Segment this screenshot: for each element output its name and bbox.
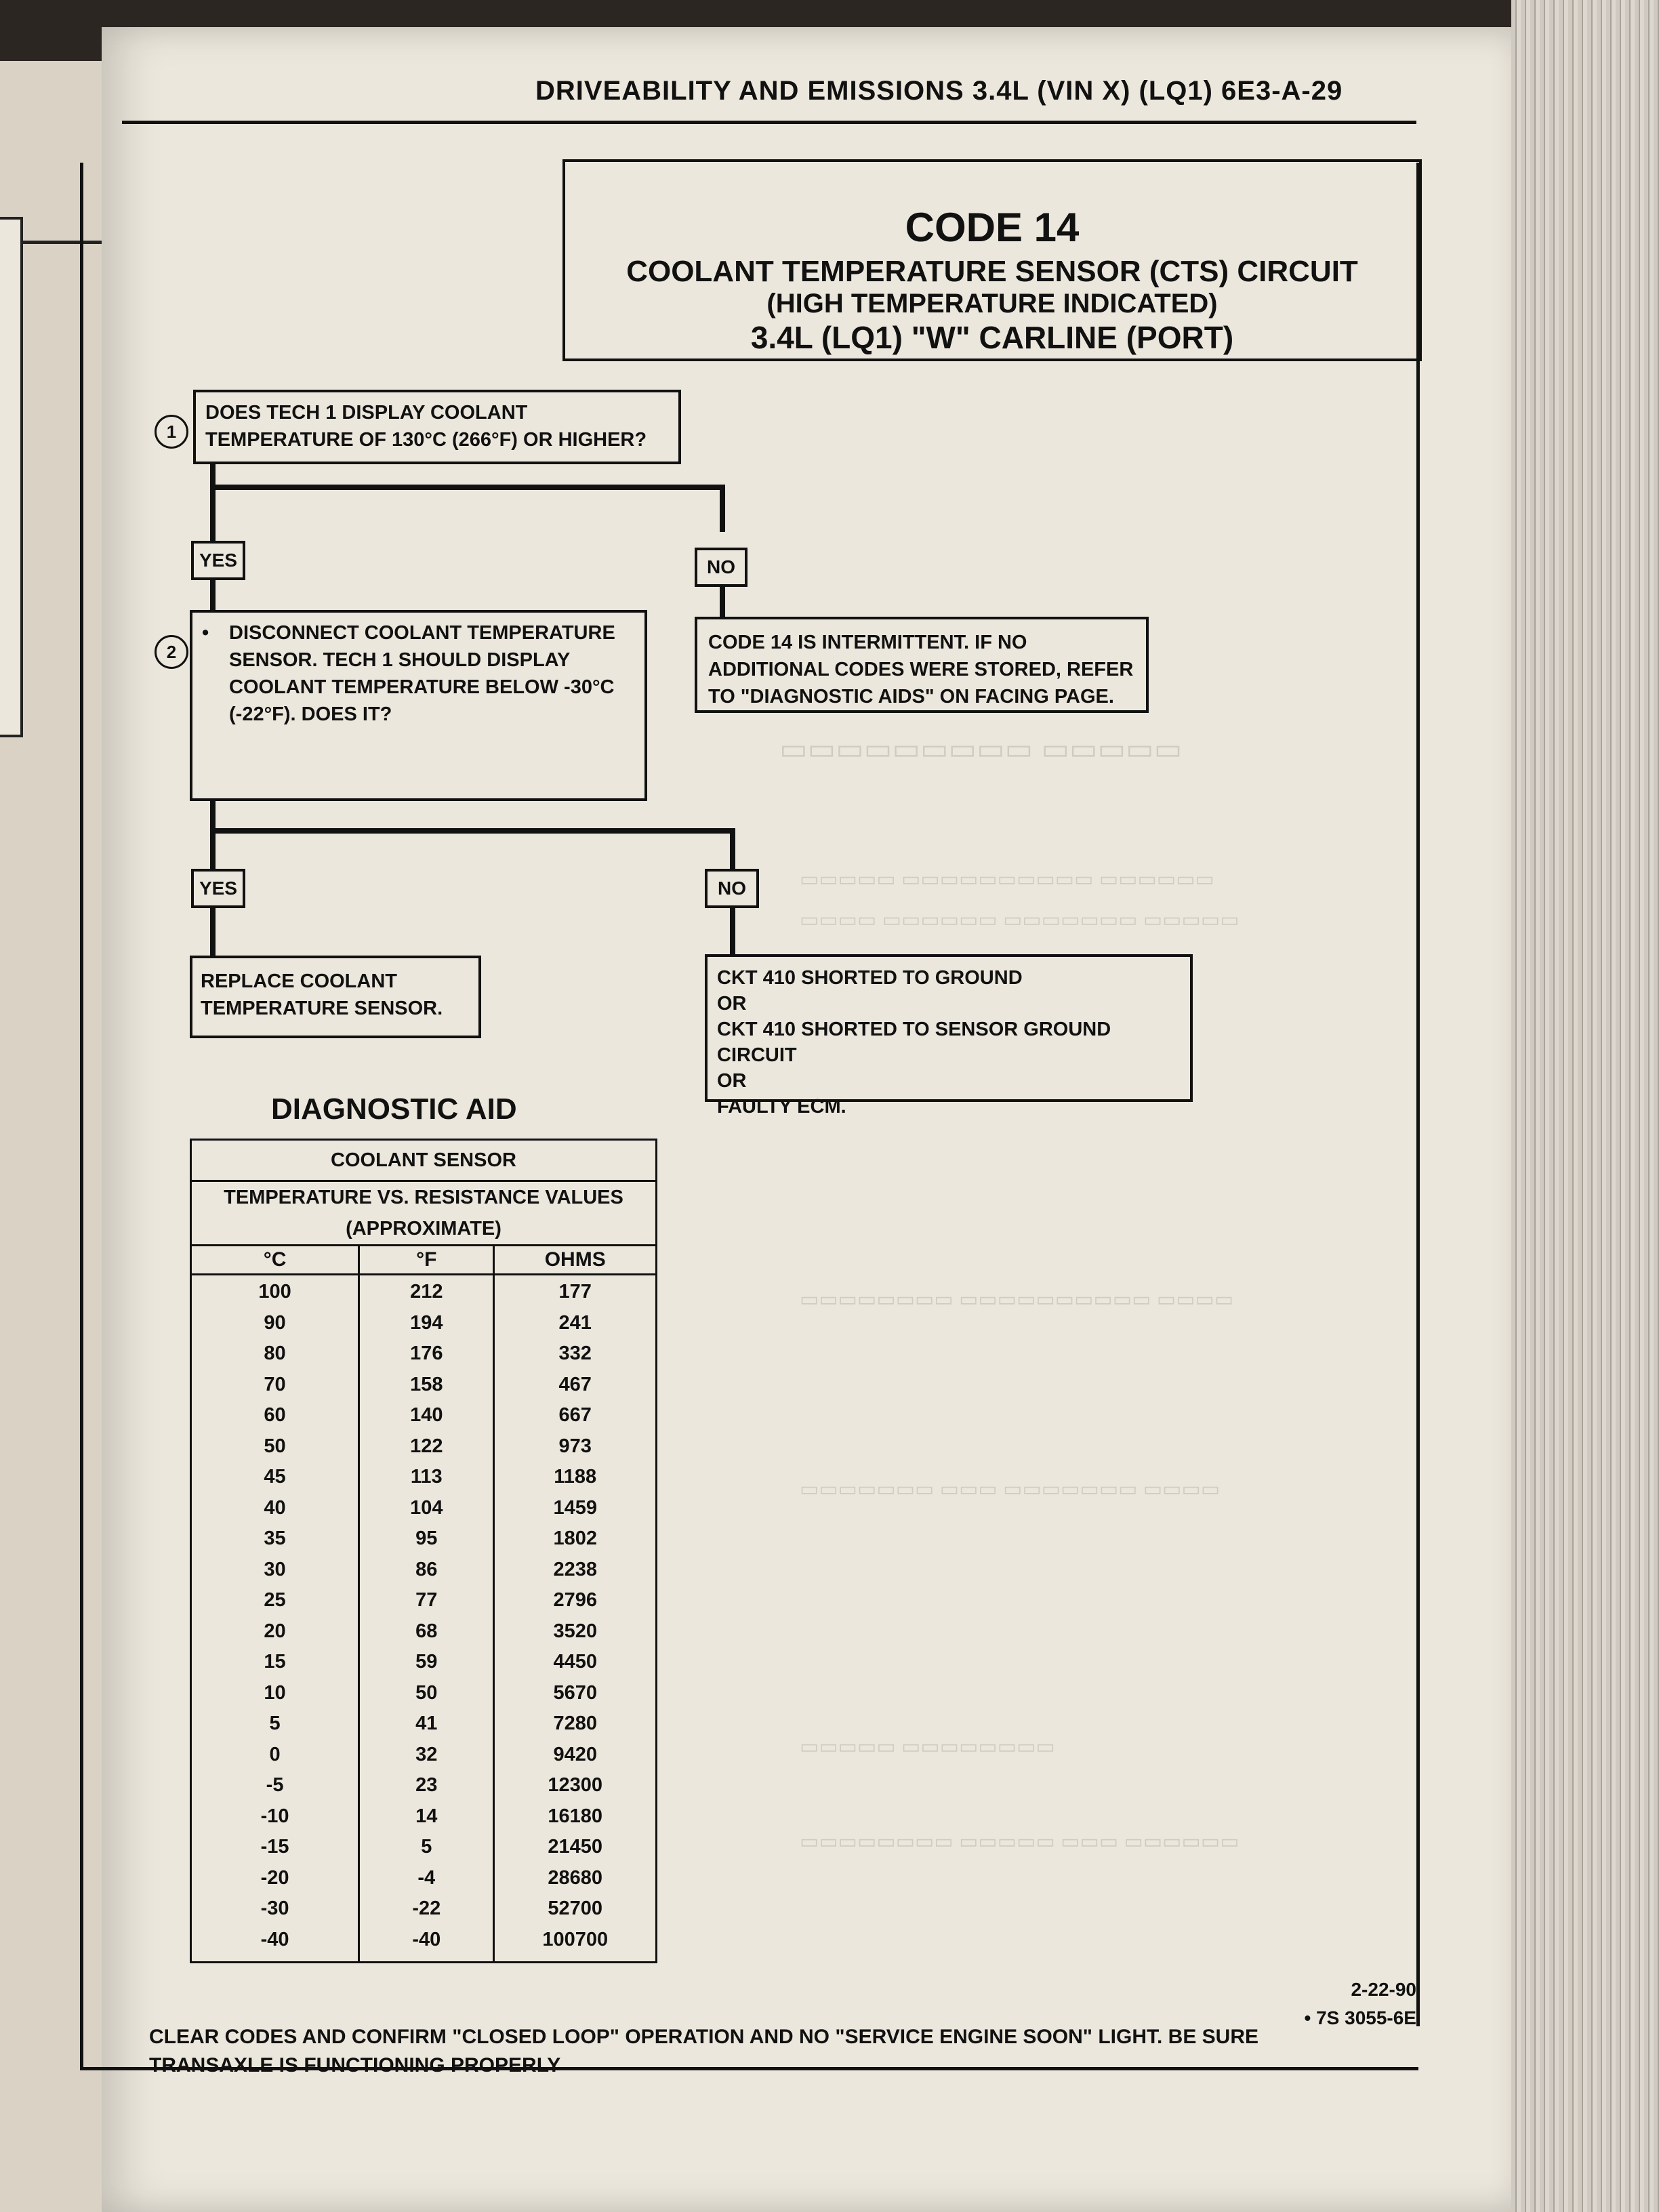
code-title-box: [562, 159, 1422, 361]
fahrenheit-value: 14: [415, 1805, 438, 1827]
step-2-bullet: •: [202, 622, 209, 644]
footer-instruction: [149, 2023, 1258, 2080]
book-page-edges: [1511, 0, 1659, 2212]
fahrenheit-value: 59: [415, 1651, 438, 1673]
celsius-value: -5: [266, 1774, 284, 1796]
connector: [210, 485, 725, 490]
fahrenheit-value: -22: [412, 1898, 441, 1919]
celsius-value: 15: [264, 1651, 286, 1673]
connector: [210, 577, 216, 611]
show-through-text: ▭▭▭▭ ▭▭▭▭▭▭▭ ▭▭▭ ▭▭▭▭▭▭▭: [800, 1478, 1221, 1500]
celsius-column: [191, 1275, 359, 1963]
ohms-value: 1802: [553, 1528, 597, 1549]
fahrenheit-value: 176: [410, 1343, 443, 1364]
replace-sensor-text: REPLACE COOLANT TEMPERATURE SENSOR.: [201, 970, 443, 1019]
celsius-value: 45: [264, 1466, 286, 1488]
celsius-value: 10: [264, 1681, 286, 1704]
show-through-text: ▭▭▭▭ ▭▭▭▭▭▭▭▭▭▭ ▭▭▭▭▭▭▭▭: [800, 1288, 1234, 1311]
no-label-2: NO: [705, 869, 759, 908]
connector: [730, 828, 735, 869]
show-through-text: ▭▭▭▭▭▭ ▭▭▭▭▭▭▭▭▭▭ ▭▭▭▭▭: [800, 868, 1214, 890]
celsius-value: -15: [260, 1836, 289, 1858]
celsius-value: 100: [258, 1281, 291, 1303]
ohms-value: 667: [558, 1404, 592, 1426]
fahrenheit-value: 32: [415, 1743, 438, 1765]
show-through-text: ▭▭▭▭▭ ▭▭▭▭▭▭▭▭▭: [779, 733, 1183, 766]
celsius-value: 40: [264, 1496, 286, 1519]
show-through-text: ▭▭▭▭▭▭ ▭▭▭ ▭▭▭▭▭ ▭▭▭▭▭▭▭▭: [800, 1830, 1240, 1853]
celsius-value: -10: [260, 1805, 289, 1827]
ohms-value: 21450: [548, 1836, 603, 1858]
fahrenheit-value: 95: [415, 1528, 438, 1549]
ohms-value: 1188: [554, 1466, 597, 1488]
ohms-value: 3520: [553, 1620, 597, 1642]
page-header: DRIVEABILITY AND EMISSIONS 3.4L (VIN X) (LQ1) 6E3-A-29: [535, 76, 1343, 106]
fahrenheit-value: 122: [410, 1435, 443, 1457]
connector: [720, 485, 725, 532]
connector: [720, 584, 725, 617]
connector: [210, 828, 735, 834]
diagnostic-aid-title: DIAGNOSTIC AID: [271, 1092, 517, 1126]
ohms-value: 52700: [548, 1898, 603, 1919]
celsius-value: -20: [260, 1866, 289, 1889]
ohms-value: 177: [558, 1281, 592, 1303]
celsius-value: -30: [260, 1898, 289, 1919]
header-rule: [122, 121, 1416, 124]
code-subtitle: (HIGH TEMPERATURE INDICATED): [766, 289, 1218, 319]
step-1-question: DOES TECH 1 DISPLAY COOLANT TEMPERATURE OF 130°C (266°F) OR HIGHER?: [205, 402, 647, 451]
show-through-text: ▭▭▭▭▭ ▭▭▭▭▭▭▭ ▭▭▭▭▭▭ ▭▭▭▭: [800, 909, 1240, 931]
celsius-value: 35: [264, 1528, 286, 1549]
code-number: CODE 14: [905, 205, 1080, 250]
ohms-value: 7280: [553, 1713, 597, 1734]
fahrenheit-value: 104: [410, 1496, 443, 1519]
fault-cause-line: CKT 410 SHORTED TO GROUND: [717, 967, 1023, 989]
celsius-value: 70: [264, 1373, 286, 1395]
fahrenheit-value: 140: [410, 1404, 443, 1426]
ohms-value: 2796: [553, 1589, 597, 1611]
ohms-value: 1459: [553, 1496, 597, 1519]
step-2-number: 2: [155, 635, 188, 669]
celsius-value: 80: [264, 1343, 286, 1364]
fahrenheit-value: 50: [415, 1681, 438, 1704]
ohms-column: [494, 1275, 657, 1963]
ohms-value: 973: [558, 1435, 592, 1457]
yes-label-2: YES: [191, 869, 245, 908]
table-title: COOLANT SENSOR: [191, 1140, 657, 1181]
column-header-celsius: °C: [191, 1246, 359, 1275]
facing-page-box: [0, 217, 23, 737]
facing-page-edge: [0, 61, 108, 2212]
connector: [210, 464, 216, 542]
footer-doc-id: • 7S 3055-6E: [1304, 2007, 1416, 2028]
show-through-text: ▭▭▭▭▭▭▭▭ ▭▭▭▭▭: [800, 1736, 1055, 1758]
step-2-question: DISCONNECT COOLANT TEMPERATURE SENSOR. TECH 1 SHOULD DISPLAY COOLANT TEMPERATURE BELOW -30°C (-22°F). DOES IT?: [229, 622, 615, 725]
ohms-value: 332: [558, 1343, 592, 1364]
frame-right-border: [1416, 163, 1420, 2026]
ohms-value: 241: [558, 1311, 592, 1334]
step-1-question-box: [193, 390, 681, 464]
intermittent-result-box: [695, 617, 1149, 713]
intermittent-result-text: CODE 14 IS INTERMITTENT. IF NO ADDITIONAL CODES WERE STORED, REFER TO "DIAGNOSTIC AIDS" ON FACING PAGE.: [708, 632, 1134, 708]
celsius-value: -40: [260, 1928, 289, 1950]
celsius-value: 20: [264, 1620, 286, 1642]
celsius-value: 25: [264, 1589, 286, 1611]
fahrenheit-value: 113: [410, 1466, 443, 1488]
fahrenheit-column: [359, 1275, 494, 1963]
celsius-value: 30: [264, 1558, 286, 1580]
ohms-value: 16180: [548, 1805, 603, 1827]
replace-sensor-box: [190, 956, 481, 1038]
fahrenheit-value: -40: [412, 1928, 441, 1950]
ohms-value: 28680: [548, 1866, 603, 1889]
column-header-ohms: OHMS: [494, 1246, 657, 1275]
footer-reference: [1305, 1975, 1416, 2032]
connector: [210, 801, 216, 869]
ohms-value: 9420: [553, 1743, 597, 1765]
fahrenheit-value: 212: [410, 1281, 443, 1303]
step-2-question-box: [190, 610, 647, 801]
fahrenheit-value: 86: [415, 1558, 438, 1580]
code-title: COOLANT TEMPERATURE SENSOR (CTS) CIRCUIT: [626, 255, 1358, 288]
no-label-1: NO: [695, 548, 747, 587]
ohms-value: 2238: [553, 1558, 597, 1580]
celsius-value: 90: [264, 1311, 286, 1334]
code-carline: 3.4L (LQ1) "W" CARLINE (PORT): [750, 320, 1234, 355]
celsius-value: 50: [264, 1435, 286, 1457]
footer-date: 2-22-90: [1351, 1979, 1416, 2000]
fahrenheit-value: 5: [421, 1836, 432, 1858]
ohms-value: 12300: [548, 1774, 603, 1796]
fahrenheit-value: 158: [410, 1373, 443, 1395]
fahrenheit-value: 41: [415, 1713, 438, 1734]
ohms-value: 5670: [553, 1681, 597, 1704]
ohms-value: 100700: [542, 1928, 609, 1950]
fahrenheit-value: 194: [410, 1311, 443, 1334]
fault-cause-line: CKT 410 SHORTED TO SENSOR GROUND CIRCUIT: [717, 1019, 1111, 1066]
fault-cause-line: FAULTY ECM.: [717, 1096, 846, 1118]
table-subtitle: TEMPERATURE VS. RESISTANCE VALUES (APPROXIMATE): [191, 1181, 657, 1246]
fahrenheit-value: 23: [415, 1774, 438, 1796]
fahrenheit-value: 77: [415, 1589, 438, 1611]
connector: [730, 905, 735, 956]
fault-cause-line: OR: [717, 993, 747, 1015]
ohms-value: 467: [558, 1373, 592, 1395]
frame-left-border: [80, 163, 83, 2067]
celsius-value: 5: [269, 1713, 281, 1734]
fahrenheit-value: -4: [417, 1866, 436, 1889]
celsius-value: 60: [264, 1404, 286, 1426]
step-1-number: 1: [155, 415, 188, 449]
footer-line-2: TRANSAXLE IS FUNCTIONING PROPERLY: [149, 2054, 561, 2076]
connector: [210, 905, 216, 957]
coolant-sensor-table: [190, 1139, 657, 1963]
yes-label-1: YES: [191, 541, 245, 580]
fault-cause-line: OR: [717, 1070, 747, 1092]
footer-line-1: CLEAR CODES AND CONFIRM "CLOSED LOOP" OPERATION AND NO "SERVICE ENGINE SOON" LIGHT. BE SURE: [149, 2026, 1259, 2048]
column-header-fahrenheit: °F: [359, 1246, 494, 1275]
ohms-value: 4450: [553, 1651, 597, 1673]
celsius-value: 0: [269, 1743, 281, 1765]
fahrenheit-value: 68: [415, 1620, 438, 1642]
fault-causes-box: [705, 954, 1193, 1118]
